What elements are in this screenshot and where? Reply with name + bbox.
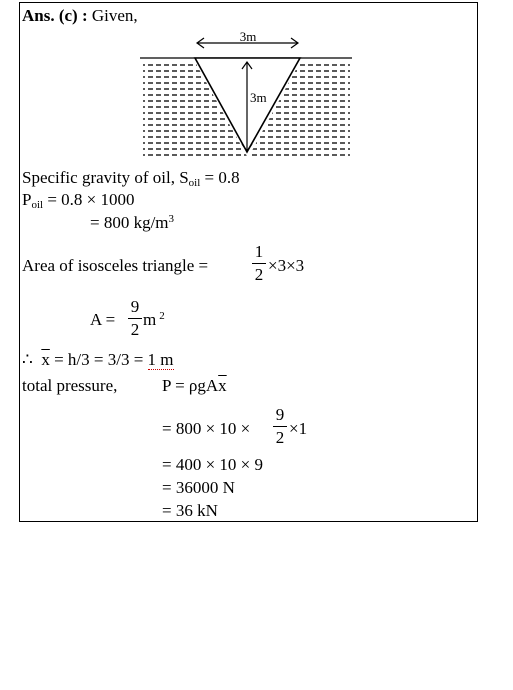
specific-gravity-line [22,168,240,188]
total-eq: P = ρgA [162,376,219,395]
area-fraction [252,243,266,284]
pressure-oil-line [22,190,135,210]
total-xbar: $\overline{x}$ [218,376,227,395]
calc1-den: 2 [275,428,285,447]
sg-value: = 0.8 [200,168,240,187]
a-frac-num: 9 [130,297,140,316]
a-unit-sup: 2 [159,310,165,322]
area-rest: ×3×3 [268,256,305,275]
calc1-fraction [273,406,287,447]
centroid-line [22,350,174,370]
xbar-equation: = h/3 = 3/3 = [49,350,148,369]
area-frac-num: 1 [254,242,264,261]
p-value: = 0.8 × 1000 [43,190,135,209]
answer-label: Ans. (c) : [22,6,88,25]
calc4: = 36 kN [162,501,218,520]
area-frac-den: 2 [254,265,264,284]
a-label: A = [90,310,116,329]
calc1-num: 9 [275,405,285,424]
xbar-value: 1 m [147,350,174,369]
total-pressure-label: total pressure, [22,376,118,395]
given-label: Given, [91,6,138,25]
a-fraction [128,298,142,339]
sg-sub: oil [188,177,201,189]
sg-text: Specific gravity of oil, S [22,168,189,187]
triangle-diagram [140,28,355,163]
total-pressure-equation [162,376,227,396]
xbar-symbol: $\overline{x}$ [41,350,50,369]
answer-heading [22,6,138,26]
calc1-prefix: = 800 × 10 × [162,419,251,438]
calc2: = 400 × 10 × 9 [162,455,264,474]
therefore-symbol: ∴ [22,350,33,369]
density-sup: 3 [168,213,175,225]
a-unit-text: m [143,310,157,329]
calc1-suffix: ×1 [289,419,308,438]
density-line [90,213,174,233]
width-label: 3m [239,29,257,44]
p-sub: oil [31,199,44,211]
height-label: 3m [250,90,267,105]
a-unit [143,310,165,330]
area-label: Area of isosceles triangle = [22,256,209,275]
p-symbol: P [22,190,32,209]
density-value: = 800 kg/m [90,213,169,232]
calc3: = 36000 N [162,478,235,497]
a-frac-den: 2 [130,320,140,339]
